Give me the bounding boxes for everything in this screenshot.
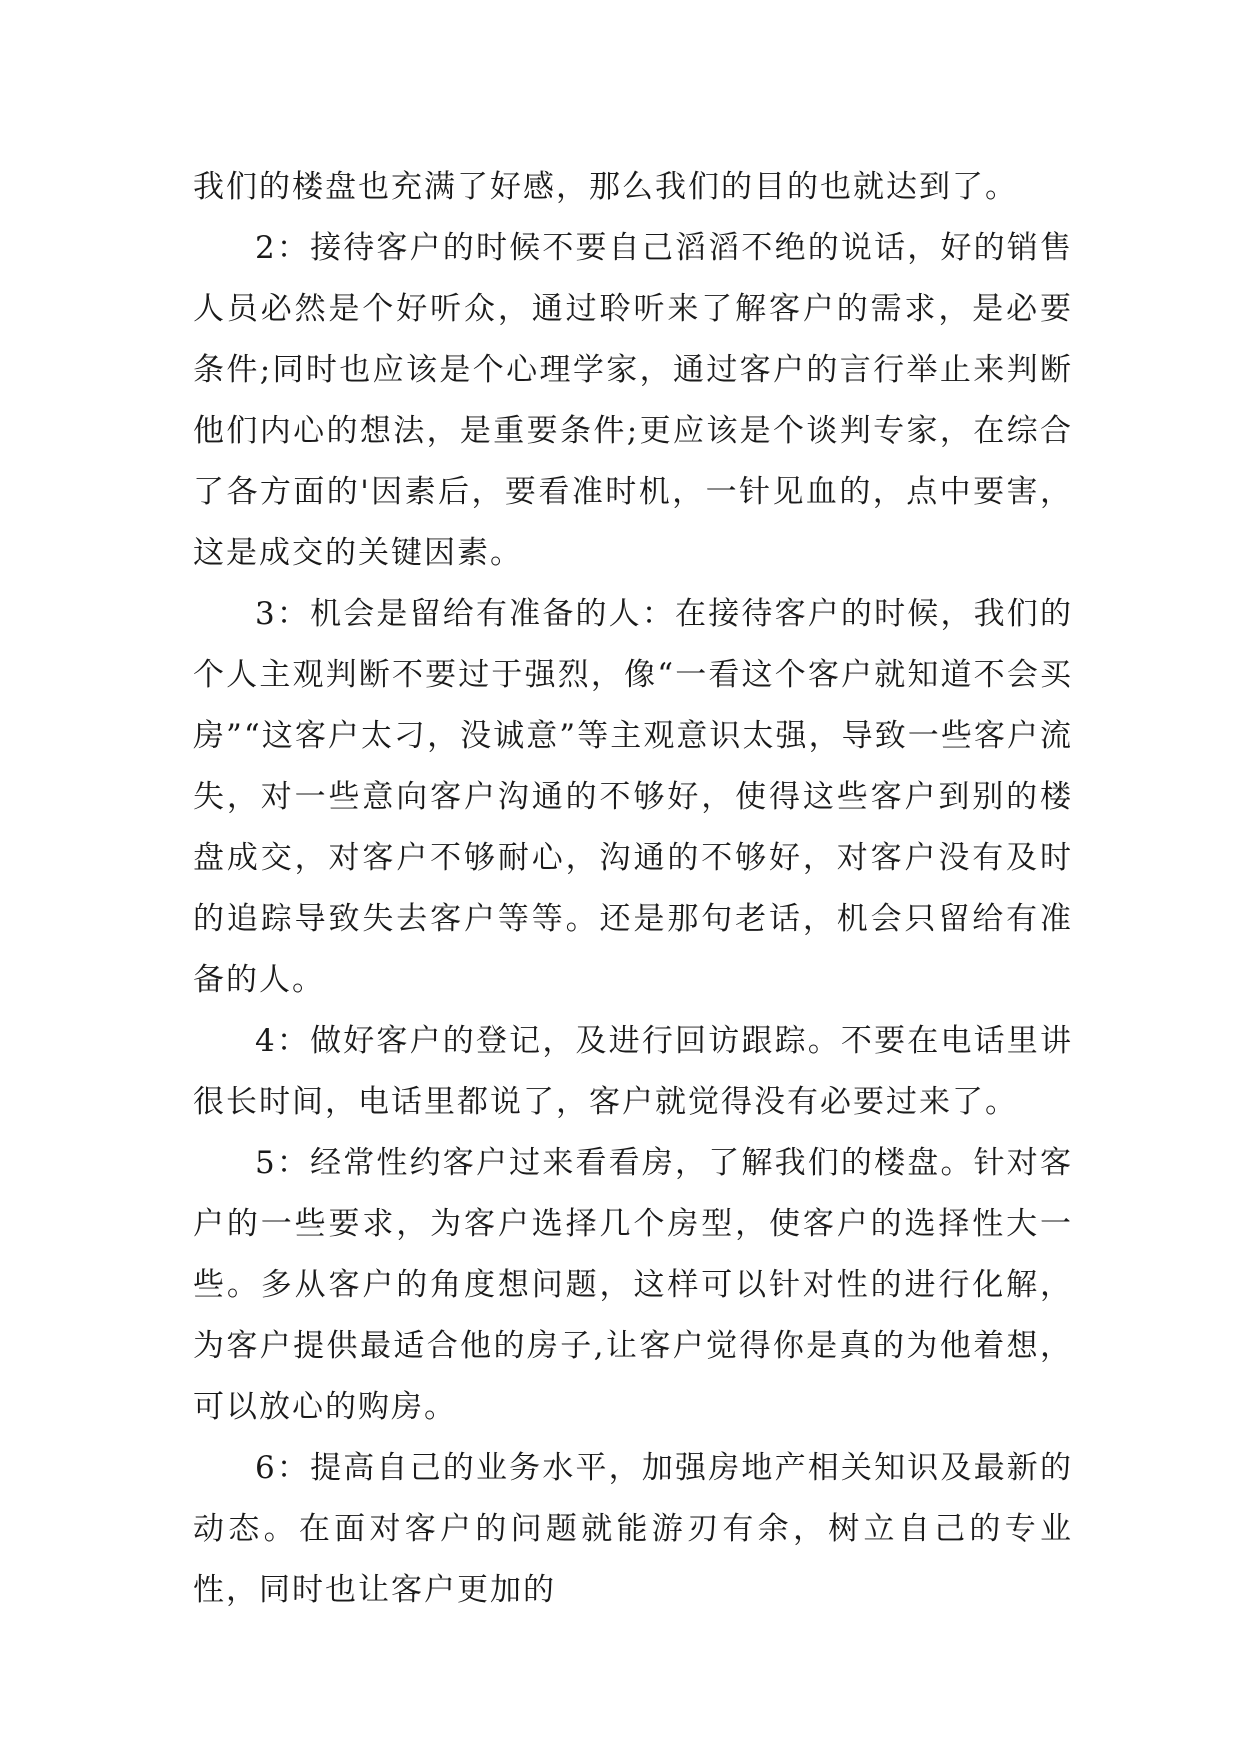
paragraph-item-6: 6：提高自己的业务水平，加强房地产相关知识及最新的动态。在面对客户的问题就能游刃有余，树立自己的专业性，同时也让客户更加的 (193, 1450, 1073, 1608)
paragraph-item-5: 5：经常性约客户过来看看房，了解我们的楼盘。针对客户的一些要求，为客户选择几个房型，使客户的选择性大一些。多从客户的角度想问题，这样可以针对性的进行化解，为客户提供最适合他的房子,让客户觉得你是真的为他着想，可以放心的购房。 (193, 1145, 1073, 1425)
paragraph-item-2: 2：接待客户的时候不要自己滔滔不绝的说话，好的销售人员必然是个好听众，通过聆听来了解客户的需求，是必要条件;同时也应该是个心理学家，通过客户的言行举止来判断他们内心的想法，是重要条件;更应该是个谈判专家，在综合了各方面的'因素后，要看准时机，一针见血的，点中要害，这是成交的关键因素。 (193, 230, 1073, 571)
paragraph-continuation: 我们的楼盘也充满了好感，那么我们的目的也就达到了。 (193, 169, 1018, 205)
paragraph-item-4: 4：做好客户的登记，及进行回访跟踪。不要在电话里讲很长时间，电话里都说了，客户就觉得没有必要过来了。 (193, 1023, 1073, 1120)
document-body (193, 157, 1073, 1621)
paragraph-item-3: 3：机会是留给有准备的人：在接待客户的时候，我们的个人主观判断不要过于强烈，像“一看这个客户就知道不会买房”“这客户太刁，没诚意”等主观意识太强，导致一些客户流失，对一些意向客户沟通的不够好，使得这些客户到别的楼盘成交，对客户不够耐心，沟通的不够好，对客户没有及时的追踪导致失去客户等等。还是那句老话，机会只留给有准备的人。 (193, 596, 1073, 998)
